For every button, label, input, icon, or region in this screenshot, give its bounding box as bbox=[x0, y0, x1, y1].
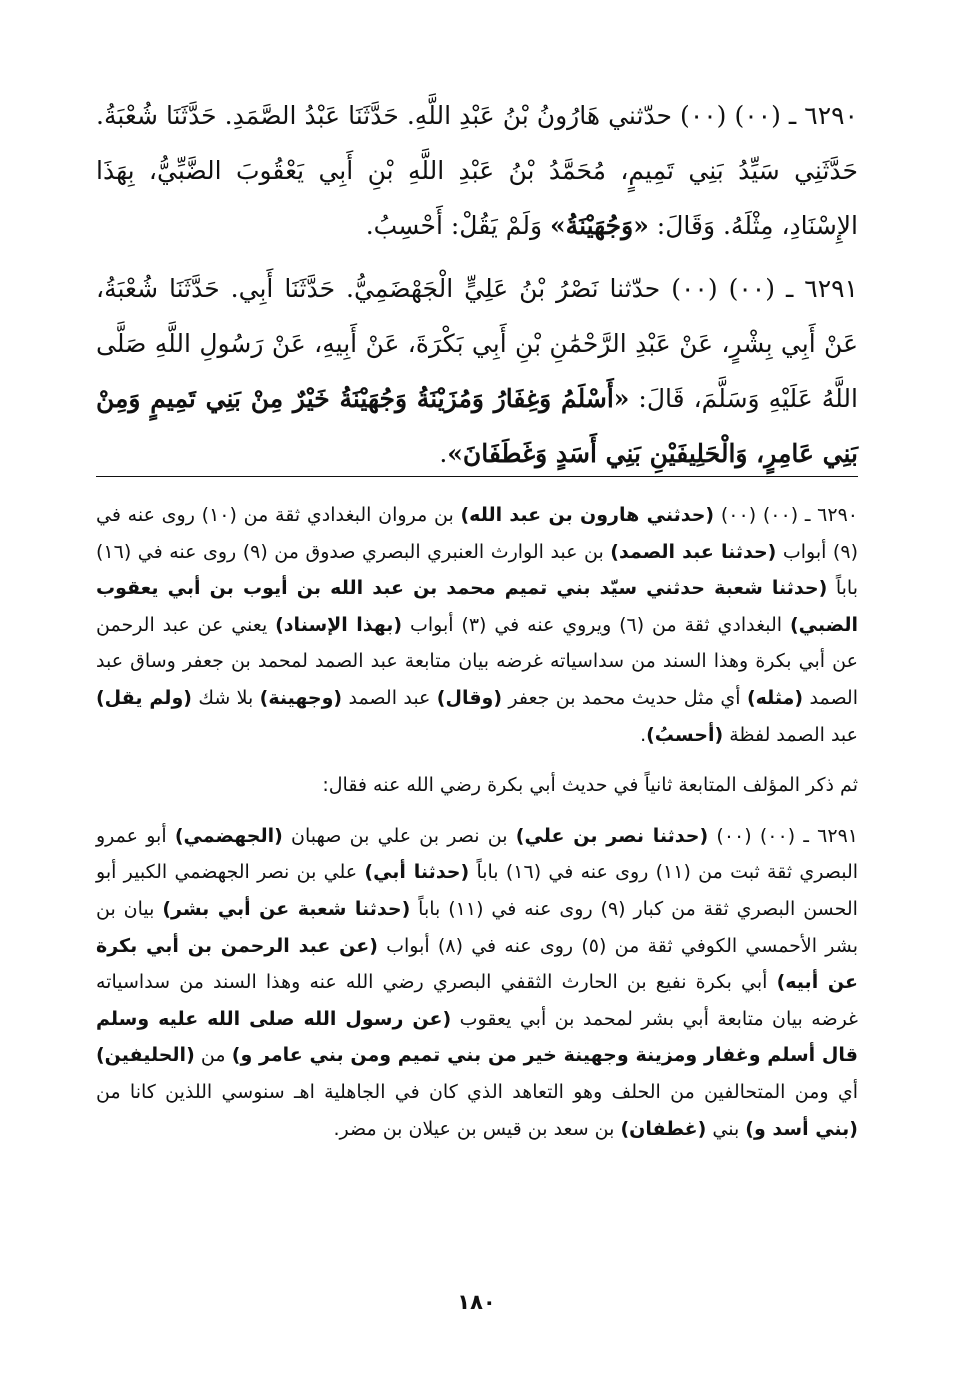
hadith-6290-bold: «وَجُهَيْنَةُ» bbox=[550, 211, 649, 240]
note-text: عبد الصمد لفظة bbox=[723, 723, 858, 746]
note-bold: (حدثنا شعبة عن أبي بشر) bbox=[162, 897, 411, 920]
note-bold: (أحسبُ) bbox=[646, 723, 724, 746]
note-bold: (بني أسد و) bbox=[745, 1117, 858, 1140]
hadith-6290-text: ٦٢٩٠ ـ (٠٠) (٠٠) حدّثني هَارُونُ بْنُ عَبْدِ اللَّهِ. حَدَّثَنَا عَبْدُ الصَّمَدِ. حَدَّثَنَا شُعْبَةُ. حَدَّثَنِي سَيِّدُ بَنِي تَمِيمٍ، مُحَمَّدُ بْنُ عَبْدِ اللَّهِ بْنِ أَبِي يَعْقُوبَ الضَّبِّيُّ، بِهَذَا الإِسْنَادِ، مِثْلَهُ. وَقَالَ: bbox=[96, 101, 858, 240]
note-text: علي بن نصر الجهضمي الكبير أبو الحسن البصري ثقة من كبار (٩) روى عنه في (١١) باباً bbox=[96, 861, 858, 920]
hadith-6291-text: ٦٢٩١ ـ (٠٠) (٠٠) حدّثنا نَصْرُ بْنُ عَلِيٍّ الْجَهْضَمِيُّ. حَدَّثَنَا أَبِي. حَدَّثَنَا شُعْبَةُ، عَنْ أَبِي بِشْرٍ، عَنْ عَبْدِ الرَّحْمَٰنِ بْنِ أَبِي بَكْرَةَ، عَنْ أَبِيهِ، عَنْ رَسُولِ اللَّهِ صَلَّى اللَّهُ عَلَيْهِ وَسَلَّمَ، قَالَ: bbox=[96, 274, 858, 413]
note-text: بن عبد الوارث العنبري البصري صدوق من (٩) روى عنه في (١٦) باباً bbox=[96, 540, 858, 600]
note-bold: (حدثنا نصر بن علي) bbox=[515, 824, 709, 847]
note-bold: (مثله) bbox=[746, 686, 804, 709]
hadith-6291-text: . bbox=[439, 439, 448, 468]
note-text: بن سعد بن قيس بن عيلان بن مضر. bbox=[333, 1117, 621, 1140]
footnote-divider bbox=[96, 476, 858, 477]
note-text: البغدادي ثقة من (٦) ويروي عنه في (٣) أبواب bbox=[402, 613, 790, 636]
note-text: أي مثل حديث محمد بن جعفر bbox=[502, 686, 747, 709]
note-bold: (حدثنا عبد الصمد) bbox=[610, 540, 777, 563]
note-text: بن مروان البغدادي ثقة من (١٠) روى عنه في (٩) أبواب bbox=[96, 504, 858, 563]
note-text: أبي بكرة نفيع بن الحارث الثقفي البصري رضي الله عنه وهذا السند من سداسياته غرضه بيان متابعة أبي بشر لمحمد بن أبي يعقوب bbox=[96, 971, 858, 1030]
note-text: بيان بن بشر الأحمسي الكوفي ثقة من (٥) روى عنه في (٨) أبواب bbox=[96, 897, 858, 957]
note-text: بني bbox=[706, 1117, 746, 1140]
note-6290-paragraph bbox=[96, 497, 858, 753]
commentary-notes bbox=[96, 497, 858, 1161]
note-text: يعني عن عبد الرحمن عن أبي بكرة وهذا السند من سداسياته غرضه بيان متابعة عبد الصمد لمحمد بن جعفر وساق عبد الصمد bbox=[96, 613, 859, 709]
note-text: أبو عمرو البصري ثقة ثبت من (١١) روى عنه في (١٦) باباً bbox=[96, 824, 859, 884]
note-bold: (حدثني هارون بن عبد الله) bbox=[460, 504, 715, 526]
note-bold: (حدثنا أبي) bbox=[364, 861, 470, 884]
note-text: . bbox=[640, 723, 647, 746]
note-text: بلا شك bbox=[191, 686, 260, 709]
hadith-6290-text: وَلَمْ يَقُلْ: أَحْسِبُ. bbox=[365, 211, 551, 240]
note-bold: (بهذا الإسناد) bbox=[275, 613, 403, 636]
transition-paragraph: ثم ذكر المؤلف المتابعة ثانياً في حديث أبي بكرة رضي الله عنه فقال: bbox=[322, 774, 858, 797]
note-bold: (وجهينة) bbox=[259, 686, 343, 709]
note-text: عبد الصمد bbox=[342, 686, 437, 709]
hadith-6290-paragraph bbox=[96, 88, 858, 253]
note-text: أي ومن المتحالفين من الحلف وهو التعاهد الذي كان في الجاهلية اهـ سنوسي اللذين كانا من bbox=[96, 1080, 858, 1103]
page-number: ١٨٠ bbox=[457, 1290, 496, 1314]
hadith-6291-matn: «أَسْلَمُ وَغِفَارُ وَمُزَيْنَةُ وَجُهَيْنَةُ خَيْرٌ مِنْ بَنِي تَمِيمٍ وَمِنْ بَنِي عَامِرٍ، وَالْحَلِيفَيْنِ بَنِي أَسَدٍ وَغَطَفَانَ» bbox=[96, 384, 858, 468]
note-bold: (الحليفين) bbox=[96, 1044, 195, 1067]
note-text: بن نصر بن علي بن صهبان bbox=[282, 824, 516, 847]
note-6291-paragraph bbox=[96, 818, 858, 1147]
note-text: ٦٢٩٠ ـ (٠٠) (٠٠) bbox=[714, 504, 858, 526]
hadith-6291-paragraph bbox=[96, 261, 858, 481]
hadith-main-text bbox=[96, 88, 858, 489]
note-bold: (ولم يقل) bbox=[96, 686, 192, 709]
note-bold: (عن عبد الرحمن بن أبي بكرة عن أبيه) bbox=[96, 934, 858, 994]
note-bold: (حدثنا شعبة حدثني سيّد بني تميم محمد بن عبد الله بن أيوب بن أبي يعقوب الضبي) bbox=[96, 577, 858, 636]
note-bold: (وقال) bbox=[436, 686, 503, 709]
note-bold: (عن رسول الله صلى الله عليه وسلم قال أسلم وغفار ومزينة وجهينة خير من بني تميم ومن بني عامر و) bbox=[96, 1007, 858, 1067]
note-bold: (الجهضمي) bbox=[174, 824, 283, 847]
note-text: من bbox=[194, 1044, 232, 1067]
note-text: ٦٢٩١ ـ (٠٠) (٠٠) bbox=[708, 824, 858, 847]
note-bold: (غطفان) bbox=[620, 1117, 707, 1140]
